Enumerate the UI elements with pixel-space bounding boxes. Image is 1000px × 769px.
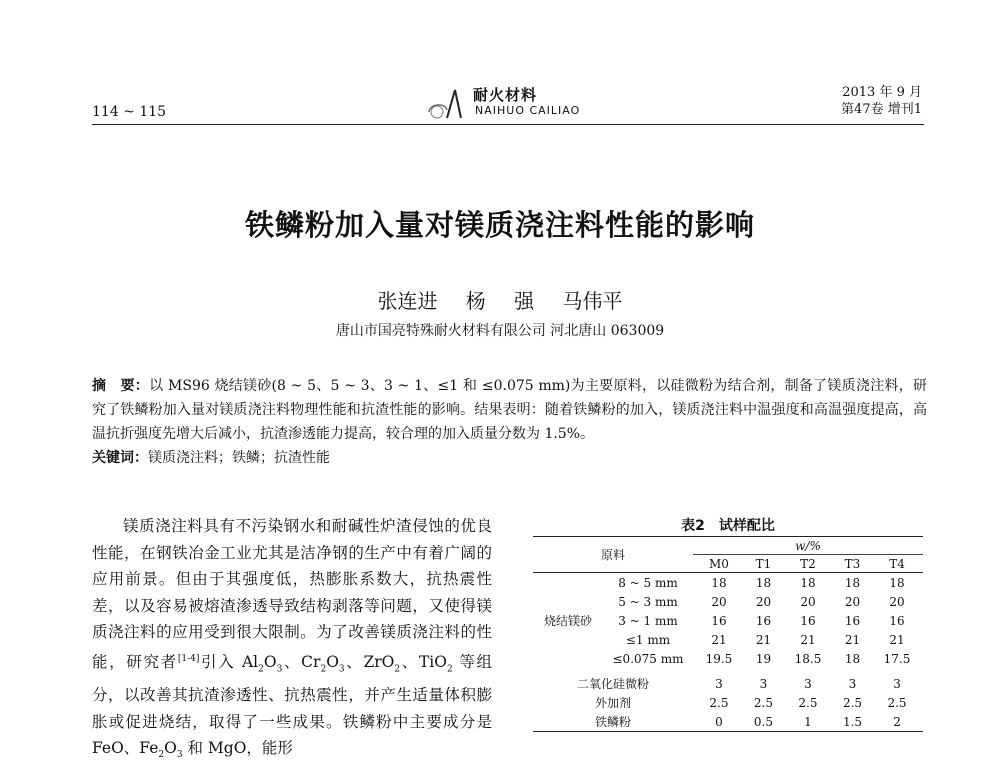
col-header: T2: [782, 555, 834, 573]
cell: 20: [889, 594, 905, 609]
table-row: [533, 668, 923, 693]
body-text-b: 引入 Al: [199, 652, 259, 671]
cell: 1: [782, 712, 834, 732]
table-caption: 表2 试样配比: [681, 518, 775, 534]
abstract: [92, 374, 927, 470]
header-material: 原料: [533, 537, 693, 573]
issue-info: [841, 84, 922, 118]
table-row: [533, 573, 923, 593]
article-affiliation: 唐山市国亮特殊耐火材料有限公司 河北唐山 063009: [335, 323, 665, 339]
issue-volume: 第47卷 增刊1: [841, 102, 922, 117]
cell: 2.5: [798, 695, 818, 710]
cell: 20: [844, 594, 861, 609]
cell: 21: [844, 632, 861, 647]
col-header: M0: [693, 555, 745, 573]
cell: 21: [711, 632, 727, 647]
journal-logo: [425, 84, 595, 120]
row-name: 外加剂: [594, 696, 631, 710]
cell: 18: [844, 651, 861, 666]
cell: 18.5: [794, 651, 822, 666]
col-header: T1: [745, 555, 782, 573]
abstract-body: [92, 374, 927, 446]
cell: 16: [711, 613, 727, 628]
col-header: T3: [834, 555, 871, 573]
article-authors: 张连进 杨 强 马伟平: [377, 289, 623, 313]
cell: 3: [804, 676, 812, 691]
cell: 20: [755, 594, 772, 609]
cell: 20: [711, 594, 727, 609]
body-text-c: 等组分，以改善其抗渣渗透性、抗热震性，并产生适量体积膨胀或促进烧结，取得了一些成果。铁鳞粉中主要成分是 FeO、Fe: [92, 652, 492, 758]
reference-citation[interactable]: [1-4]: [177, 653, 200, 664]
cell: 2: [871, 712, 923, 732]
cell: 2.5: [709, 695, 729, 710]
cell: 3: [893, 676, 901, 691]
cell: 21: [755, 632, 772, 647]
article-title: 铁鳞粉加入量对镁质浇注料性能的影响: [244, 208, 755, 242]
row-name: 铁鳞粉: [533, 712, 693, 732]
page-range: 114 ~ 115: [92, 104, 167, 120]
cell: 0.5: [745, 712, 782, 732]
row-name: 8 ~ 5 mm: [618, 575, 678, 590]
body-text-d: 和 MgO，能形: [182, 739, 293, 758]
col-header: T4: [871, 555, 923, 573]
row-name: ≤1 mm: [625, 632, 671, 647]
mix-table: [533, 536, 923, 732]
journal-name-en: NAIHUO CAILIAO: [475, 104, 581, 117]
abstract-label: 摘 要：: [92, 378, 150, 394]
table-header-row: [533, 537, 923, 555]
cell: 18: [889, 575, 905, 590]
table-row: [533, 693, 923, 712]
row-name: 二氧化硅微粉: [576, 677, 649, 691]
cell: 16: [889, 613, 905, 628]
cell: 19: [755, 651, 772, 666]
row-name: 3 ~ 1 mm: [618, 613, 678, 628]
table-row: [533, 712, 923, 732]
cell: 3: [848, 676, 857, 691]
cell: 17.5: [883, 651, 911, 666]
cell: 2.5: [842, 695, 863, 710]
cell: 1.5: [834, 712, 871, 732]
group-label: 烧结镁砂: [543, 614, 592, 628]
cell: 16: [800, 613, 816, 628]
cell: 2.5: [887, 695, 907, 710]
cell: 18: [755, 575, 772, 590]
cell: 3: [715, 676, 723, 691]
keywords-label: 关键词：: [92, 450, 148, 466]
abstract-text: 以 MS96 烧结镁砂(8 ~ 5、5 ~ 3、3 ~ 1、≤1 和 ≤0.075 mm)为主要原料，以硅微粉为结合剂，制备了镁质浇注料，研究了铁鳞粉加入量对镁质浇注料物理性能和抗渣性能的影响。结果表明：随着铁鳞粉的加入，镁质浇注料中温强度和高温强度提高，高温抗折强度先增大后减小，抗渣渗透能力提高，较合理的加入质量分数为 1.5%。: [92, 378, 928, 442]
cell: 3: [759, 676, 768, 691]
cell: 0: [693, 712, 745, 732]
body-column: [92, 513, 492, 769]
cell: 20: [800, 594, 816, 609]
body-text-a: 镁质浇注料具有不污染钢水和耐碱性炉渣侵蚀的优良性能，在钢铁冶金工业尤其是洁净钢的生产中有着广阔的应用前景。但由于其强度低，热膨胀系数大，抗热震性差，以及容易被熔渣渗透导致结构剥落等问题，又使得镁质浇注料的应用受到很大限制。为了改善镁质浇注料的性能，研究者: [92, 517, 492, 671]
journal-logo-mark-icon: [425, 86, 471, 120]
keywords-text: 镁质浇注料；铁鳞；抗渣性能: [148, 450, 330, 466]
journal-name-cn: 耐火材料: [473, 86, 538, 104]
cell: 16: [755, 613, 772, 628]
issue-date: 2013 年 9 月: [842, 85, 922, 100]
row-name: 5 ~ 3 mm: [618, 594, 678, 609]
header-unit: w/%: [693, 537, 923, 555]
cell: 21: [889, 632, 905, 647]
header-rule: [92, 124, 924, 125]
cell: 18: [711, 575, 727, 590]
cell: 18: [844, 575, 861, 590]
cell: 16: [844, 613, 861, 628]
cell: 21: [800, 632, 816, 647]
body-paragraph: 镁质浇注料具有不污染钢水和耐碱性炉渣侵蚀的优良性能，在钢铁冶金工业尤其是洁净钢的生产中有着广阔的应用前景。但由于其强度低，热膨胀系数大，抗热震性差，以及容易被熔渣渗透导致结构剥落等问题，又使得镁质浇注料的应用受到很大限制。为了改善镁质浇注料的性能，研究者[1-4]引入 $Al_2O_3$、$Cr_2O_3$、ZrO$_2$、TiO$_2$ 等组分，以改善其抗渣渗透性、抗热震性，并产生适量体积膨胀或促进烧结，取得了一些成果。铁鳞粉中主要成分是 FeO、$Fe_2O_3$ 和 MgO，能形: [92, 517, 492, 761]
keywords: [92, 446, 927, 470]
cell: 19.5: [705, 651, 733, 666]
cell: 2.5: [753, 695, 774, 710]
cell: 18: [800, 575, 816, 590]
row-name: ≤0.075 mm: [612, 651, 684, 666]
